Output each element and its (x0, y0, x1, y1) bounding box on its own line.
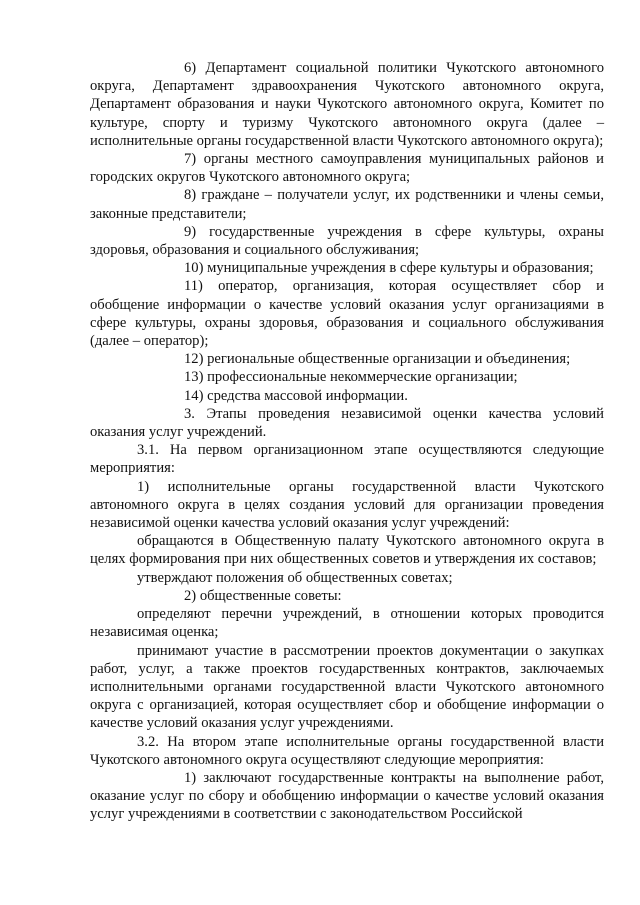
item-number: 7) (184, 151, 197, 168)
list-item (90, 478, 604, 533)
paragraph-text: обращаются в Общественную палату Чукотского автономного округа в целях формирования при них общественных советов и утверждения их составов; (90, 533, 604, 568)
item-text: государственные учреждения в сфере культуры, охраны здоровья, образования и социального обслуживания; (90, 223, 604, 259)
subsection-paragraph (90, 441, 604, 477)
list-item (90, 350, 604, 368)
paragraph-text: определяют перечни учреждений, в отношении которых проводится независимая оценка; (90, 606, 604, 641)
subsection-paragraph (90, 733, 604, 769)
item-number: 8) (184, 187, 197, 204)
item-number: 1) (184, 769, 197, 786)
list-item (90, 387, 604, 405)
item-text: муниципальные учреждения в сфере культуры и образования; (207, 260, 594, 277)
list-item (90, 277, 604, 350)
item-text: профессиональные некоммерческие организации; (207, 369, 518, 386)
section-heading (90, 405, 604, 441)
item-text: общественные советы: (199, 587, 342, 604)
section-text: Этапы проведения независимой оценки качества условий оказания услуг учреждений. (90, 405, 604, 441)
item-number: 9) (184, 223, 197, 240)
paragraph (90, 642, 604, 733)
item-number: 12) (184, 351, 204, 368)
item-number: 1) (137, 478, 150, 495)
item-number: 13) (184, 369, 204, 386)
item-number: 2) (184, 587, 197, 604)
item-text: граждане – получатели услуг, их родственники и члены семьи, законные представители; (90, 187, 604, 222)
paragraph-text: принимают участие в рассмотрении проектов документации о закупках работ, услуг, а также проектов государственных контрактов, заключаемых исполнительными органами государственной власти Чукотского автономного округа с организацией, которая осуществляет сбор и обобщение информации о качестве условий оказания услуг учреждениями. (90, 642, 604, 732)
item-text: исполнительные органы государственной власти Чукотского автономного округа в целях создания условий для организации проведения независимой оценки качества условий оказания услуг учреждений: (90, 478, 604, 532)
item-text: заключают государственные контракты на выполнение работ, оказание услуг по сбору и обобщению информации о качестве условий оказания услуг учреждениями в соответствии с законодательством Российской (90, 769, 604, 823)
list-item (90, 259, 604, 277)
item-number: 11) (184, 278, 203, 295)
list-item (90, 223, 604, 259)
item-number: 10) (184, 260, 204, 277)
section-number: 3. (184, 405, 195, 422)
item-text: Департамент социальной политики Чукотского автономного округа, Департамент здравоохранения Чукотского автономного округа, Департамент образования и науки Чукотского автономного округа, Комитет по культуре, спорту и туризму Чукотского автономного округа (далее – исполнительные органы государственной власти Чукотского автономного округа); (90, 60, 604, 149)
list-item (90, 59, 604, 150)
paragraph (90, 569, 604, 587)
list-item (90, 769, 604, 824)
subsection-text: На втором этапе исполнительные органы государственной власти Чукотского автономного округа осуществляют следующие мероприятия: (90, 733, 604, 768)
paragraph-text: утверждают положения об общественных советах; (137, 569, 453, 586)
item-text: средства массовой информации. (207, 387, 408, 404)
list-item (90, 587, 604, 605)
item-number: 6) (184, 60, 197, 76)
item-text: органы местного самоуправления муниципальных районов и городских округов Чукотского автономного округа; (90, 151, 604, 186)
item-number: 14) (184, 387, 204, 404)
list-item (90, 150, 604, 186)
paragraph (90, 532, 604, 568)
subsection-text: На первом организационном этапе осуществляются следующие мероприятия: (90, 442, 604, 477)
list-item (90, 368, 604, 386)
subsection-number: 3.1. (137, 442, 159, 459)
item-text: региональные общественные организации и объединения; (207, 351, 571, 368)
list-item (90, 186, 604, 222)
item-text: оператор, организация, которая осуществляет сбор и обобщение информации о качестве условий оказания услуг организациями в сфере культуры, охраны здоровья, образования и социального обслуживания (далее – оператор); (90, 278, 604, 350)
paragraph (90, 605, 604, 641)
subsection-number: 3.2. (137, 733, 159, 750)
